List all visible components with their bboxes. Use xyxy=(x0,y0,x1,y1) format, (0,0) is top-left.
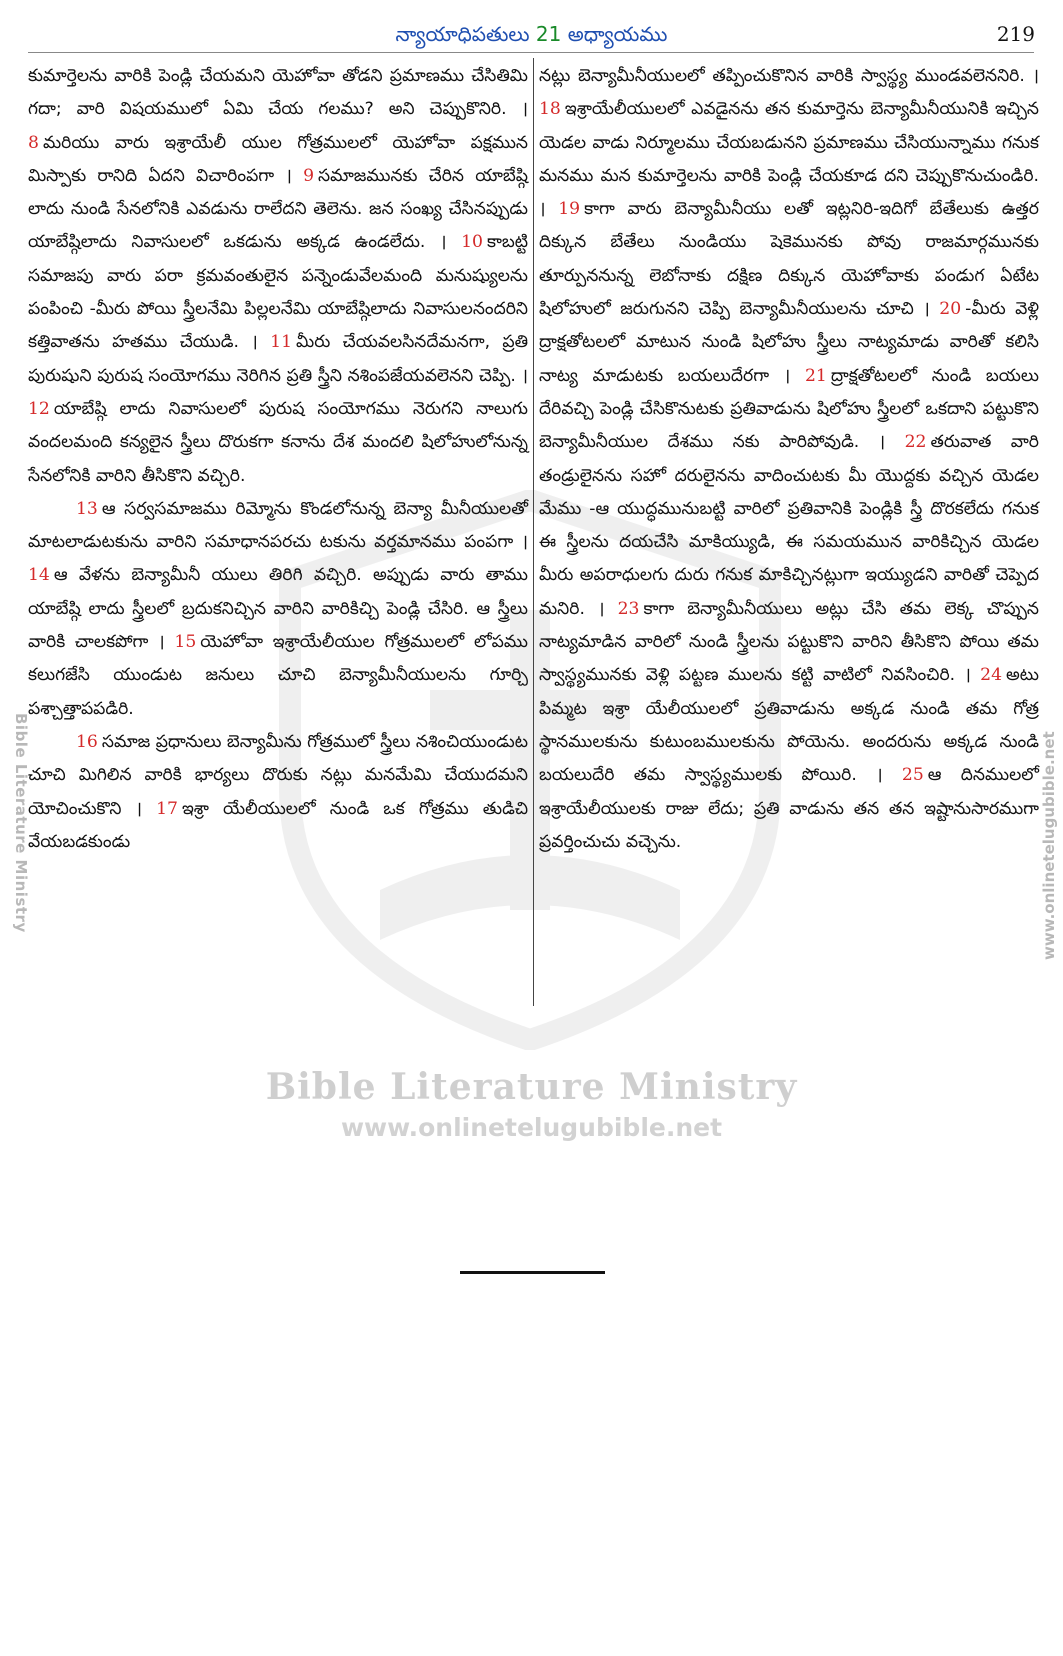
verse-number: 9 xyxy=(303,165,315,186)
verse-text: కాగా బెన్యామీనీయులు అట్లు చేసి తమ లెక్క చొప్పున నాట్యమాడిన వారిలో నుండి స్త్రీలను పట్టుకొని వారిని తీసికొని పోయి తమ స్వాస్థ్యమునకు వెళ్లి పట్టణ ములను కట్టి వాటిలో నివసించిరి. । xyxy=(539,598,1039,686)
verse-number: 14 xyxy=(28,565,50,586)
paragraph xyxy=(539,60,1039,859)
page-header xyxy=(0,22,1063,52)
verse-number: 11 xyxy=(270,332,293,353)
running-title xyxy=(0,22,1063,51)
verse-text: కాబట్టి సమాజపు వారు పరా క్రమవంతులైన పన్నెండువేలమంది మనుష్యులను పంపించి -మీరు పోయి స్త్రీలనేమి పిల్లలనేమి యాబేష్గిలాదు నివాసులనందరిని కత్తివాతను హతము చేయుడి. । xyxy=(28,232,528,353)
chapter-number: 21 xyxy=(535,22,562,46)
watermark-url: www.onlinetelugubible.net xyxy=(340,1113,723,1142)
verse-text: ద్రాక్షతోటలలో నుండి బయలు దేరివచ్చి పెండ్లి చేసికొనుటకు ప్రతివాడును షిలోహు స్త్రీలలో ఒకదాని పట్టుకొని బెన్యామీనీయుల దేశము నకు పారిపోవుడి. । xyxy=(539,365,1039,453)
verse-text: యెహోవా ఇశ్రాయేలీయుల గోత్రములలో లోపము కలుగజేసి యుండుట జనులు చూచి బెన్యామీనీయులను గూర్చి పశ్చాత్తాపపడిరి. xyxy=(28,632,528,719)
verse-number: 24 xyxy=(980,665,1003,686)
verse-text: ఆ దినములలో ఇశ్రాయేలీయులకు రాజు లేదు; ప్రతి వాడును తన తన ఇష్టానుసారముగా ప్రవర్తించుచు వచ్చెను. xyxy=(539,765,1039,852)
verse-text: ఆ సర్వసమాజము రిమ్మోను కొండలోనున్న బెన్యా మీనీయులతో మాటలాడుటకును వారిని సమాధానపరచు టకును వర్తమానము పంపగా । xyxy=(28,498,528,553)
header-rule xyxy=(28,52,1034,53)
side-watermark-left: Bible Literature Ministry xyxy=(12,713,30,933)
paragraph xyxy=(28,726,528,859)
verse-number: 17 xyxy=(156,798,178,819)
verse-text: ఇశ్రా యేలీయులలో నుండి ఒక గోత్రము తుడిచి వేయబడకుండు xyxy=(28,798,528,852)
verse-text: నట్లు బెన్యామీనీయులలో తప్పించుకొనిన వారికి స్వాస్థ్య ముండవలెననిరి. । xyxy=(539,66,1039,86)
watermark-title: Bible Literature Ministry xyxy=(265,1066,798,1108)
verse-text: కుమార్తెలను వారికి పెండ్లి చేయమని యెహోవా తోడని ప్రమాణము చేసితిమి గదా; వారి విషయములో ఏమి చేయ గలము? అని చెప్పుకొనిరి. । xyxy=(28,66,528,120)
verse-number: 18 xyxy=(539,99,561,120)
verse-number: 12 xyxy=(28,398,50,419)
verse-number: 16 xyxy=(76,731,98,752)
verse-number: 19 xyxy=(558,199,581,220)
book-name: న్యాయాధిపతులు xyxy=(395,22,536,46)
verse-number: 8 xyxy=(28,132,39,153)
end-of-chapter-rule xyxy=(460,1271,605,1274)
column-divider xyxy=(533,58,534,1006)
verse-number: 21 xyxy=(804,365,827,386)
verse-number: 23 xyxy=(617,598,640,619)
paragraph xyxy=(28,493,528,726)
side-watermark-right: www.onlinetelugubible.net xyxy=(1040,731,1058,960)
verse-text: ఆ వేళను బెన్యామీనీ యులు తిరిగి వచ్చిరి. అప్పుడు వారు తాము యాబేష్గి లాదు స్త్రీలలో బ్రదుకనిచ్చిన వారిని వారికిచ్చి పెండ్లి చేసిరి. ఆ స్త్రీలు వారికి చాలకపోగా । xyxy=(28,565,528,653)
verse-text: మీరు చేయవలసినదేమనగా, ప్రతి పురుషుని పురుష సంయోగము నెరిగిన ప్రతి స్త్రీని నశింపజేయవలెనని చెప్పి. । xyxy=(28,332,529,386)
verse-text: ఇశ్రాయేలీయులలో ఎవడైనను తన కుమార్తెను బెన్యామీనీయునికి ఇచ్చిన యెడల వాడు నిర్మూలము చేయబడునని ప్రమాణము చేసియున్నాము గనుక మనము మన కుమార్తెలను వారికి పెండ్లి చేయకూడ దని చెప్పుకొనుచుండిరి. । xyxy=(539,99,1039,220)
verse-text: సమాజ ప్రధానులు బెన్యామీను గోత్రములో స్త్రీలు నశించియుండుట చూచి మిగిలిన వారికి భార్యలు దొరుకు నట్లు మనమేమి చేయుదమని యోచించుకొని । xyxy=(28,731,528,819)
verse-text: సమాజమునకు చేరిన యాబేష్గి లాదు నుండి సేనలోనికి ఎవడును రాలేదని తెలెను. జన సంఖ్య చేసినప్పుడు యాబేష్గిలాదు నివాసులలో ఒకడును అక్కడ ఉండలేదు. । xyxy=(28,165,528,253)
verse-number: 20 xyxy=(939,299,962,320)
left-text-column xyxy=(28,60,528,859)
verse-text: -మీరు వెళ్లి ద్రాక్షతోటలలో మాటున నుండి షిలోహు స్త్రీలు నాట్యమాడు వారితో కలిసి నాట్య మాడుటకు బయలుదేరగా । xyxy=(539,299,1039,386)
verse-text: మరియు వారు ఇశ్రాయేలీ యుల గోత్రములలో యెహోవా పక్షమున మిస్పాకు రానిది ఏదని విచారింపగా । xyxy=(28,132,528,186)
verse-text: అటు పిమ్మట ఇశ్రా యేలీయులలో ప్రతివాడును అక్కడ నుండి తమ గోత్ర స్థానములకును కుటుంబములకును పోయెను. అందరును అక్కడ నుండి బయలుదేరి తమ స్వాస్థ్యములకు పోయిరి. । xyxy=(539,665,1039,786)
verse-text: కాగా వారు బెన్యామీనీయు లతో ఇట్లనిరి-ఇదిగో బేతేలుకు ఉత్తర దిక్కున బేతేలు నుండియు షెకెమునకు పోవు రాజమార్గమునకు తూర్పుననున్న లెబోనాకు దక్షిణ దిక్కున యెహోవాకు పండుగ ఏటేట షిలోహులో జరుగునని చెప్పి బెన్యామీనీయులను చూచి । xyxy=(539,199,1039,320)
page-number: 219 xyxy=(996,22,1035,46)
verse-number: 25 xyxy=(901,765,924,786)
verse-number: 15 xyxy=(174,632,197,653)
verse-number: 22 xyxy=(904,432,927,453)
verse-text: తరువాత వారి తండ్రులైనను సహో దరులైనను వాదించుటకు మీ యొద్దకు వచ్చిన యెడల మేము -ఆ యుద్ధమునుబట్టి వారిలో ప్రతివానికి పెండ్లికి స్త్రీ దొరకలేదు గనుక ఈ స్త్రీలను దయచేసి మాకియ్యుడి, ఈ సమయమున వారికిచ్చిన యెడల మీరు అపరాధులగు దురు గనుక మాకిచ్చినట్లుగా ఇయ్యుడని వారితో చెప్పెద మనిరి. । xyxy=(539,432,1039,619)
verse-number: 10 xyxy=(461,232,483,253)
verse-number: 13 xyxy=(76,498,98,519)
verse-text: యాబేష్గి లాదు నివాసులలో పురుష సంయోగము నెరుగని నాలుగు వందలమంది కన్యలైన స్త్రీలు దొరుకగా కనాను దేశ మందలి షిలోహులోనున్న సేనలోనికి వారిని తీసికొని వచ్చిరి. xyxy=(28,398,528,486)
right-text-column xyxy=(539,60,1039,859)
paragraph xyxy=(28,60,528,493)
chapter-word: అధ్యాయము xyxy=(561,22,668,46)
